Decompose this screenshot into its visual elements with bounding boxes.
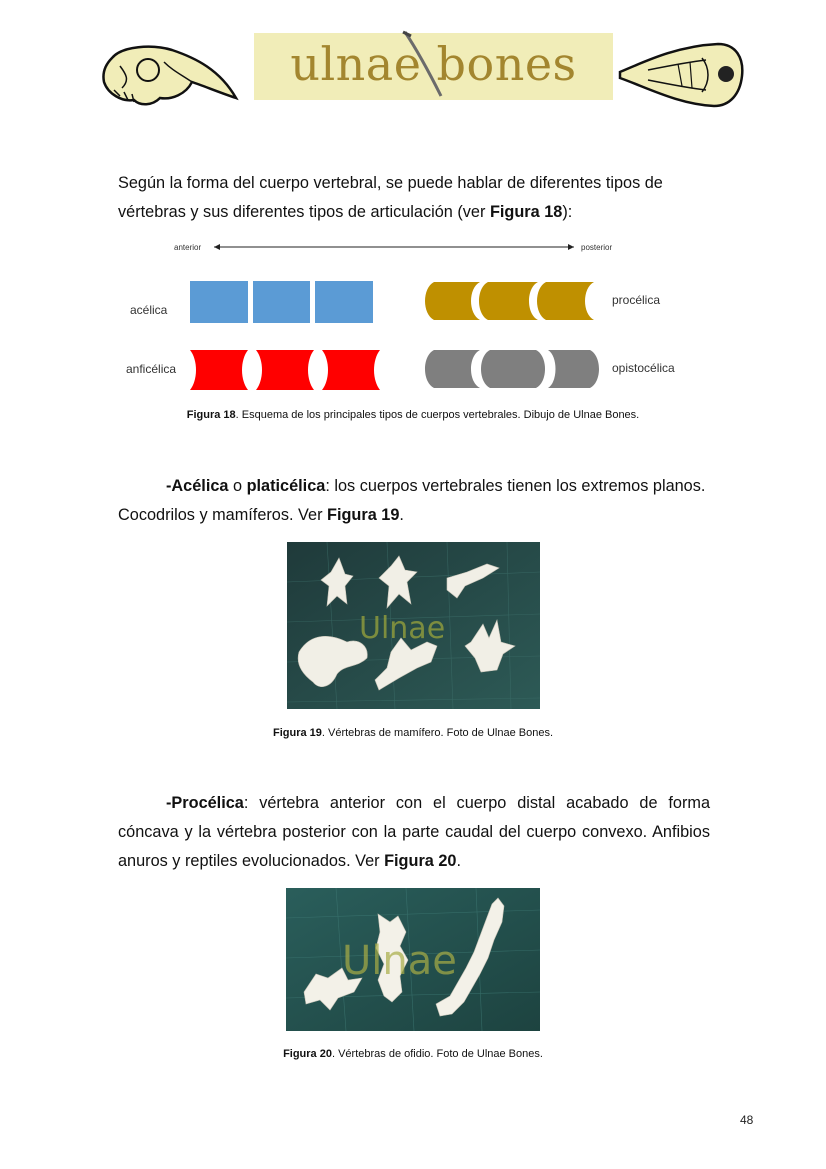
photo-watermark: Ulnae [359, 611, 446, 646]
procelica-block [425, 282, 480, 320]
label-acelica: acélica [130, 303, 168, 317]
procelica-block [537, 282, 594, 320]
label-procelica: procélica [612, 293, 661, 307]
figure18-caption: Figura 18. Esquema de los principales tipos de cuerpos vertebrales. Dibujo de Ulnae Bones. [186, 409, 640, 421]
bird-skull-icon [100, 40, 240, 108]
anficelica-blocks [190, 350, 380, 390]
acelica-blocks [190, 281, 373, 323]
photo-watermark: Ulnae [342, 938, 457, 984]
acelica-paragraph: -Acélica o platicélica: los cuerpos vertebrales tienen los extremos planos. Cocodrilos y mamíferos. Ver Figura 19. [118, 477, 706, 524]
figure20-caption: Figura 20. Vértebras de ofidio. Foto de Ulnae Bones. [283, 1048, 543, 1060]
vertebra-types-diagram [118, 232, 698, 402]
opistocelica-block [481, 350, 545, 388]
acelica-block [315, 281, 373, 323]
term-procelica: -Procélica [166, 794, 244, 812]
anficelica-block [256, 350, 314, 390]
term-acelica: -Acélica [166, 477, 229, 495]
arrow-label-anterior: anterior [174, 243, 202, 252]
procelica-paragraph: -Procélica: vértebra anterior con el cuerpo distal acabado de forma cóncava y la vértebra posterior con la parte caudal del cuerpo convexo. Anfibios anuros y reptiles evolucionados. Ver Figura 20. [118, 794, 710, 870]
label-anficelica: anficélica [126, 362, 177, 376]
acelica-block [253, 281, 310, 323]
acelica-block [190, 281, 248, 323]
skull-ventral-icon [618, 40, 746, 110]
figure20-ref: Figura 20 [384, 852, 457, 870]
arrow-label-posterior: posterior [581, 243, 613, 252]
procelica-blocks [425, 282, 594, 320]
anficelica-block [322, 350, 380, 390]
mammal-vertebrae-photo [287, 542, 540, 709]
opistocelica-block [548, 350, 599, 388]
figure18-ref: Figura 18 [489, 203, 563, 221]
opistocelica-blocks [425, 350, 599, 388]
figure19-caption: Figura 19. Vértebras de mamífero. Foto de Ulnae Bones. [272, 727, 554, 739]
opistocelica-block [425, 350, 480, 388]
figure19-ref: Figura 19 [327, 506, 400, 524]
anficelica-block [190, 350, 248, 390]
label-opistocelica: opistocélica [612, 361, 675, 375]
logo-text: ulnae bones [290, 37, 577, 91]
procelica-block [479, 282, 538, 320]
quill-icon [395, 30, 455, 100]
intro-paragraph: Según la forma del cuerpo vertebral, se puede hablar de diferentes tipos de vértebras y sus diferentes tipos de articulación (ver Figura 18): [118, 174, 663, 221]
term-platicelica: platicélica [246, 477, 326, 495]
page-number: 48 [740, 1113, 754, 1127]
snake-vertebrae-photo [286, 888, 540, 1031]
